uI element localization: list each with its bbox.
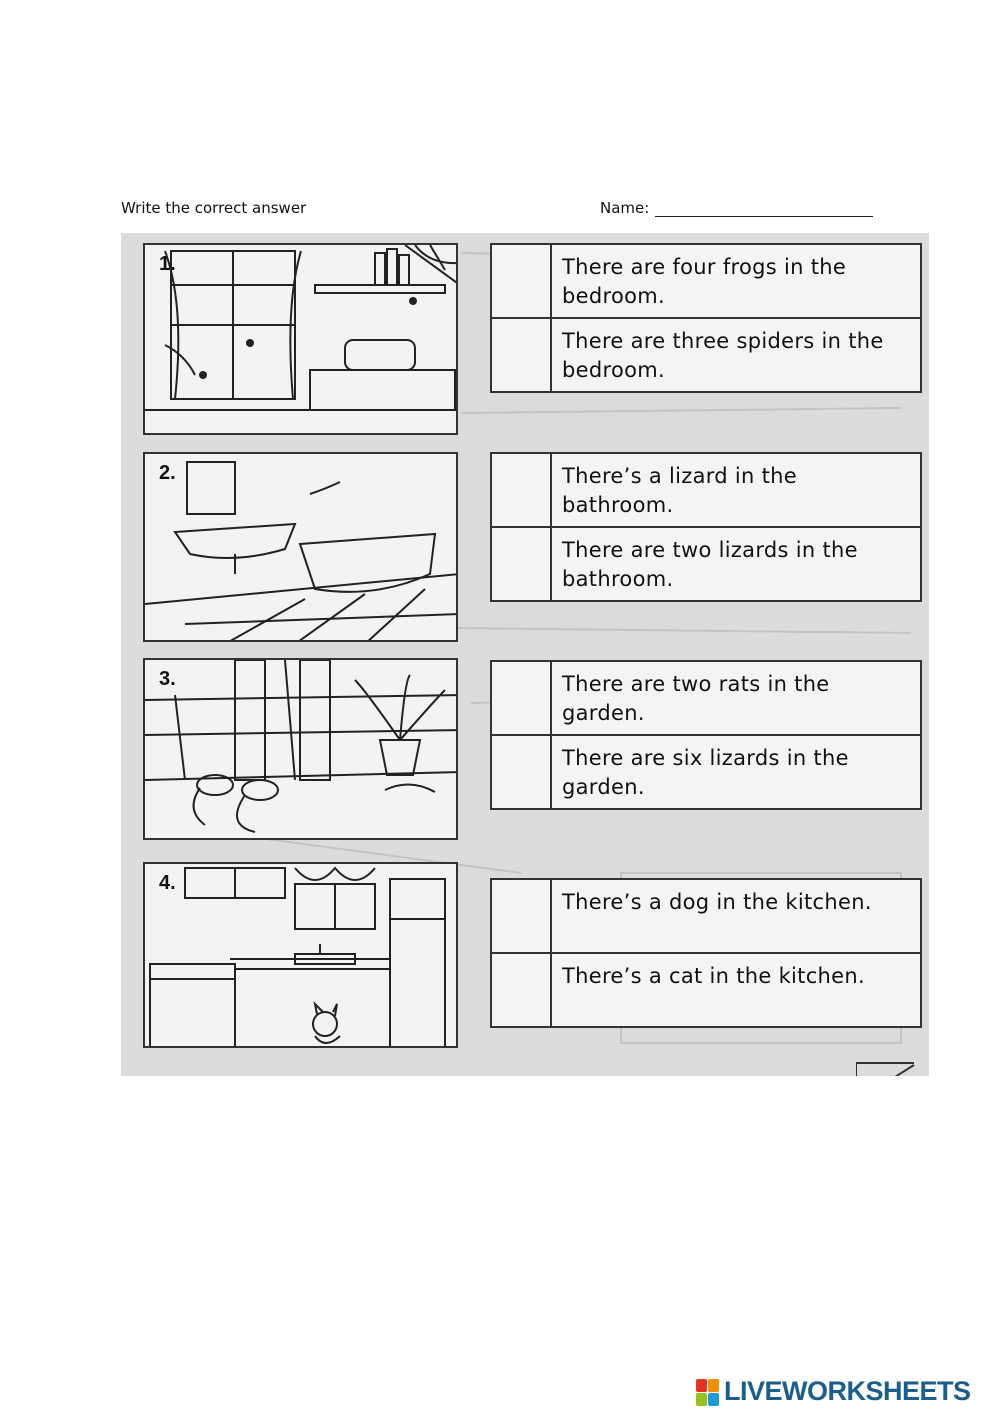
answer-table-3 — [490, 660, 922, 810]
logo-mark-icon — [696, 1379, 720, 1407]
exercise-number: 1. — [159, 253, 176, 275]
answer-table-1 — [490, 243, 922, 393]
answer-checkbox[interactable] — [492, 528, 552, 600]
logo-square-icon — [708, 1393, 719, 1406]
answer-option-text: There are six lizards in the garden. — [562, 746, 849, 799]
worksheet-scan — [121, 233, 929, 1076]
logo-text: LIVEWORKSHEETS — [724, 1376, 971, 1406]
answer-option-text: There’s a cat in the kitchen. — [562, 964, 865, 988]
answer-option-text: There’s a dog in the kitchen. — [562, 890, 872, 914]
answer-option-text: There are three spiders in the bedroom. — [562, 329, 884, 382]
logo-square-icon — [696, 1393, 707, 1406]
name-line — [655, 216, 873, 217]
answer-checkbox[interactable] — [492, 454, 552, 526]
picture-kitchen — [143, 862, 458, 1048]
answer-row — [492, 734, 920, 808]
picture-bedroom — [143, 243, 458, 435]
logo-square-icon — [696, 1379, 707, 1392]
exercise-number: 2. — [159, 462, 176, 484]
instruction-text: Write the correct answer — [121, 199, 307, 217]
answer-table-2 — [490, 452, 922, 602]
answer-option-text: There are two lizards in the bathroom. — [562, 538, 858, 591]
answer-row — [492, 880, 920, 952]
answer-row — [492, 526, 920, 600]
exercise-number: 3. — [159, 668, 176, 690]
answer-table-4 — [490, 878, 922, 1028]
page-corner-mark — [856, 1061, 916, 1076]
name-label: Name: — [600, 199, 650, 217]
answer-row — [492, 662, 920, 734]
answer-row — [492, 454, 920, 526]
answer-checkbox[interactable] — [492, 319, 552, 391]
answer-row — [492, 952, 920, 1026]
answer-row — [492, 317, 920, 391]
answer-option-text: There’s a lizard in the bathroom. — [562, 464, 797, 517]
picture-garden — [143, 658, 458, 840]
picture-bathroom — [143, 452, 458, 642]
answer-checkbox[interactable] — [492, 880, 552, 952]
garden-icon — [145, 660, 458, 840]
answer-checkbox[interactable] — [492, 736, 552, 808]
answer-option-text: There are two rats in the garden. — [562, 672, 830, 725]
answer-option-text: There are four frogs in the bedroom. — [562, 255, 847, 308]
answer-row — [492, 245, 920, 317]
logo-square-icon — [708, 1379, 719, 1392]
bedroom-icon — [145, 245, 458, 435]
answer-checkbox[interactable] — [492, 954, 552, 1026]
answer-checkbox[interactable] — [492, 245, 552, 317]
kitchen-icon — [145, 864, 458, 1048]
bathroom-icon — [145, 454, 458, 642]
exercise-number: 4. — [159, 872, 176, 894]
answer-checkbox[interactable] — [492, 662, 552, 734]
